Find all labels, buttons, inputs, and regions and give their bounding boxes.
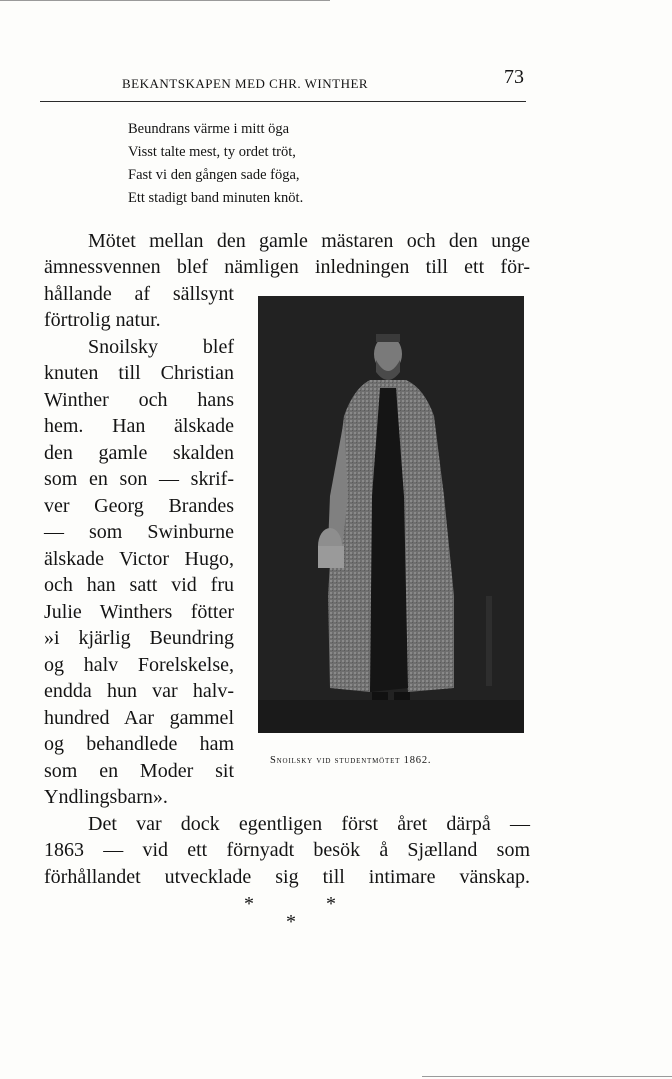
text-line: Yndlingsbarn». xyxy=(44,786,168,808)
text-line: 1863 — vid ett förnyadt besök å Sjælland som xyxy=(44,839,530,861)
text-line: hållande af sällsynt xyxy=(44,283,234,305)
text-line: Julie Winthers fötter xyxy=(44,601,234,623)
poem-line: Fast vi den gången sade föga, xyxy=(128,167,300,183)
header-rule xyxy=(40,101,526,102)
text-line: hem. Han älskade xyxy=(44,415,234,437)
text-line: Det var dock egentligen först året därpå — xyxy=(88,813,530,835)
text-line: älskade Victor Hugo, xyxy=(44,548,234,570)
text-line: og behandlede ham xyxy=(44,733,234,755)
poem-stanza xyxy=(128,118,303,210)
text-line: og halv Forelskelse, xyxy=(44,654,234,676)
text-line: och han satt vid fru xyxy=(44,574,234,596)
separator-star: * xyxy=(244,893,254,915)
text-line: den gamle skalden xyxy=(44,442,234,464)
text-line: Winther och hans xyxy=(44,389,234,411)
text-line: Snoilsky blef xyxy=(88,336,234,358)
page-header xyxy=(40,66,528,94)
poem-line: Visst talte mest, ty ordet tröt, xyxy=(128,144,296,160)
running-title: BEKANTSKAPEN MED CHR. WINTHER xyxy=(122,76,369,91)
text-line: Mötet mellan den gamle mästaren och den unge xyxy=(88,230,530,252)
text-line: som en son — skrif- xyxy=(44,468,234,490)
text-line: »i kjärlig Beundring xyxy=(44,627,234,649)
text-line: förtrolig natur. xyxy=(44,309,161,331)
scan-edge-top xyxy=(0,0,330,1)
poem-line: Ett stadigt band minuten knöt. xyxy=(128,190,304,206)
scan-edge-bottom xyxy=(422,1076,672,1077)
text-line: som en Moder sit xyxy=(44,760,234,782)
text-line: ver Georg Brandes xyxy=(44,495,234,517)
text-line: knuten till Christian xyxy=(44,362,234,384)
poem-line: Beundrans värme i mitt öga xyxy=(128,121,290,137)
text-line: endda hun var halv- xyxy=(44,680,234,702)
separator-star: * xyxy=(286,911,296,933)
portrait-photograph xyxy=(258,296,524,733)
text-line: hundred Aar gammel xyxy=(44,707,234,729)
text-line: förhållandet utvecklade sig till intimare vänskap. xyxy=(44,866,530,888)
portrait-figure-icon xyxy=(258,296,524,733)
text-line: ämnessvennen blef nämligen inledningen till ett för- xyxy=(44,256,530,278)
page-number: 73 xyxy=(504,66,524,88)
separator-star: * xyxy=(326,893,336,915)
text-line: — som Swinburne xyxy=(44,521,234,543)
figure-caption: Snoilsky vid studentmötet 1862. xyxy=(270,755,432,766)
